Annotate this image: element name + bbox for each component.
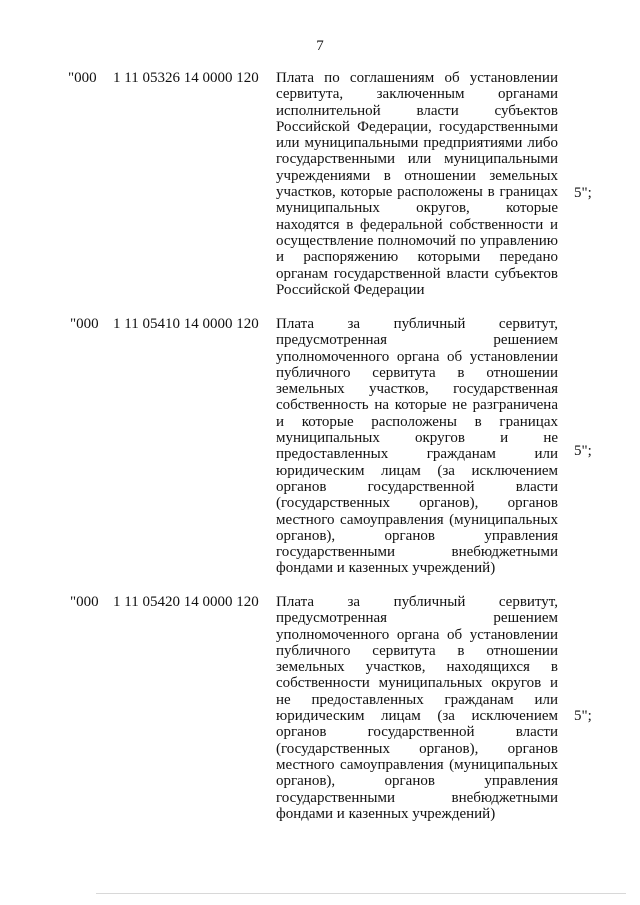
row-prefix: "000 [68, 70, 97, 86]
revenue-description: Плата по соглашениям об установлении сервитута, заключенным органами исполнительной власти субъектов Российской Федерации, государственными или муниципальными предприятиями либо государственными или муниципальными учреждениями в отношении земельных участков, которые расположены в границах муниципальных округов, которые находятся в федеральной собственности и осуществление полномочий по управлению и распоряжению которыми передано органам государственной власти субъектов Российской Федерации [276, 70, 558, 298]
budget-code: 1 11 05326 14 0000 120 [113, 70, 259, 86]
table-row [0, 70, 640, 316]
page-number: 7 [316, 38, 324, 54]
distribution-norm: 5"; [574, 185, 592, 201]
table-row [0, 594, 640, 840]
row-prefix: "000 [70, 316, 99, 332]
row-prefix: "000 [70, 594, 99, 610]
distribution-norm: 5"; [574, 443, 592, 459]
budget-code: 1 11 05410 14 0000 120 [113, 316, 259, 332]
distribution-norm: 5"; [574, 708, 592, 724]
scan-edge-line [96, 893, 626, 894]
table-row [0, 316, 640, 594]
budget-code: 1 11 05420 14 0000 120 [113, 594, 259, 610]
revenue-description: Плата за публичный сервитут, предусмотренная решением уполномоченного органа об установлении публичного сервитута в отношении земельных участков, государственная собственность на которые не разграничена и которые расположены в границах муниципальных округов и не предоставленных гражданам или юридическим лицам (за исключением органов государственной власти (государственных органов), органов местного самоуправления (муниципальных органов), органов управления государственными внебюджетными фондами и казенных учреждений) [276, 316, 558, 577]
revenue-description: Плата за публичный сервитут, предусмотренная решением уполномоченного органа об установлении публичного сервитута в отношении земельных участков, находящихся в собственности муниципальных округов и не предоставленных гражданам или юридическим лицам (за исключением органов государственной власти (государственных органов), органов местного самоуправления (муниципальных органов), органов управления государственными внебюджетными фондами и казенных учреждений) [276, 594, 558, 822]
budget-codes-table [0, 70, 640, 840]
